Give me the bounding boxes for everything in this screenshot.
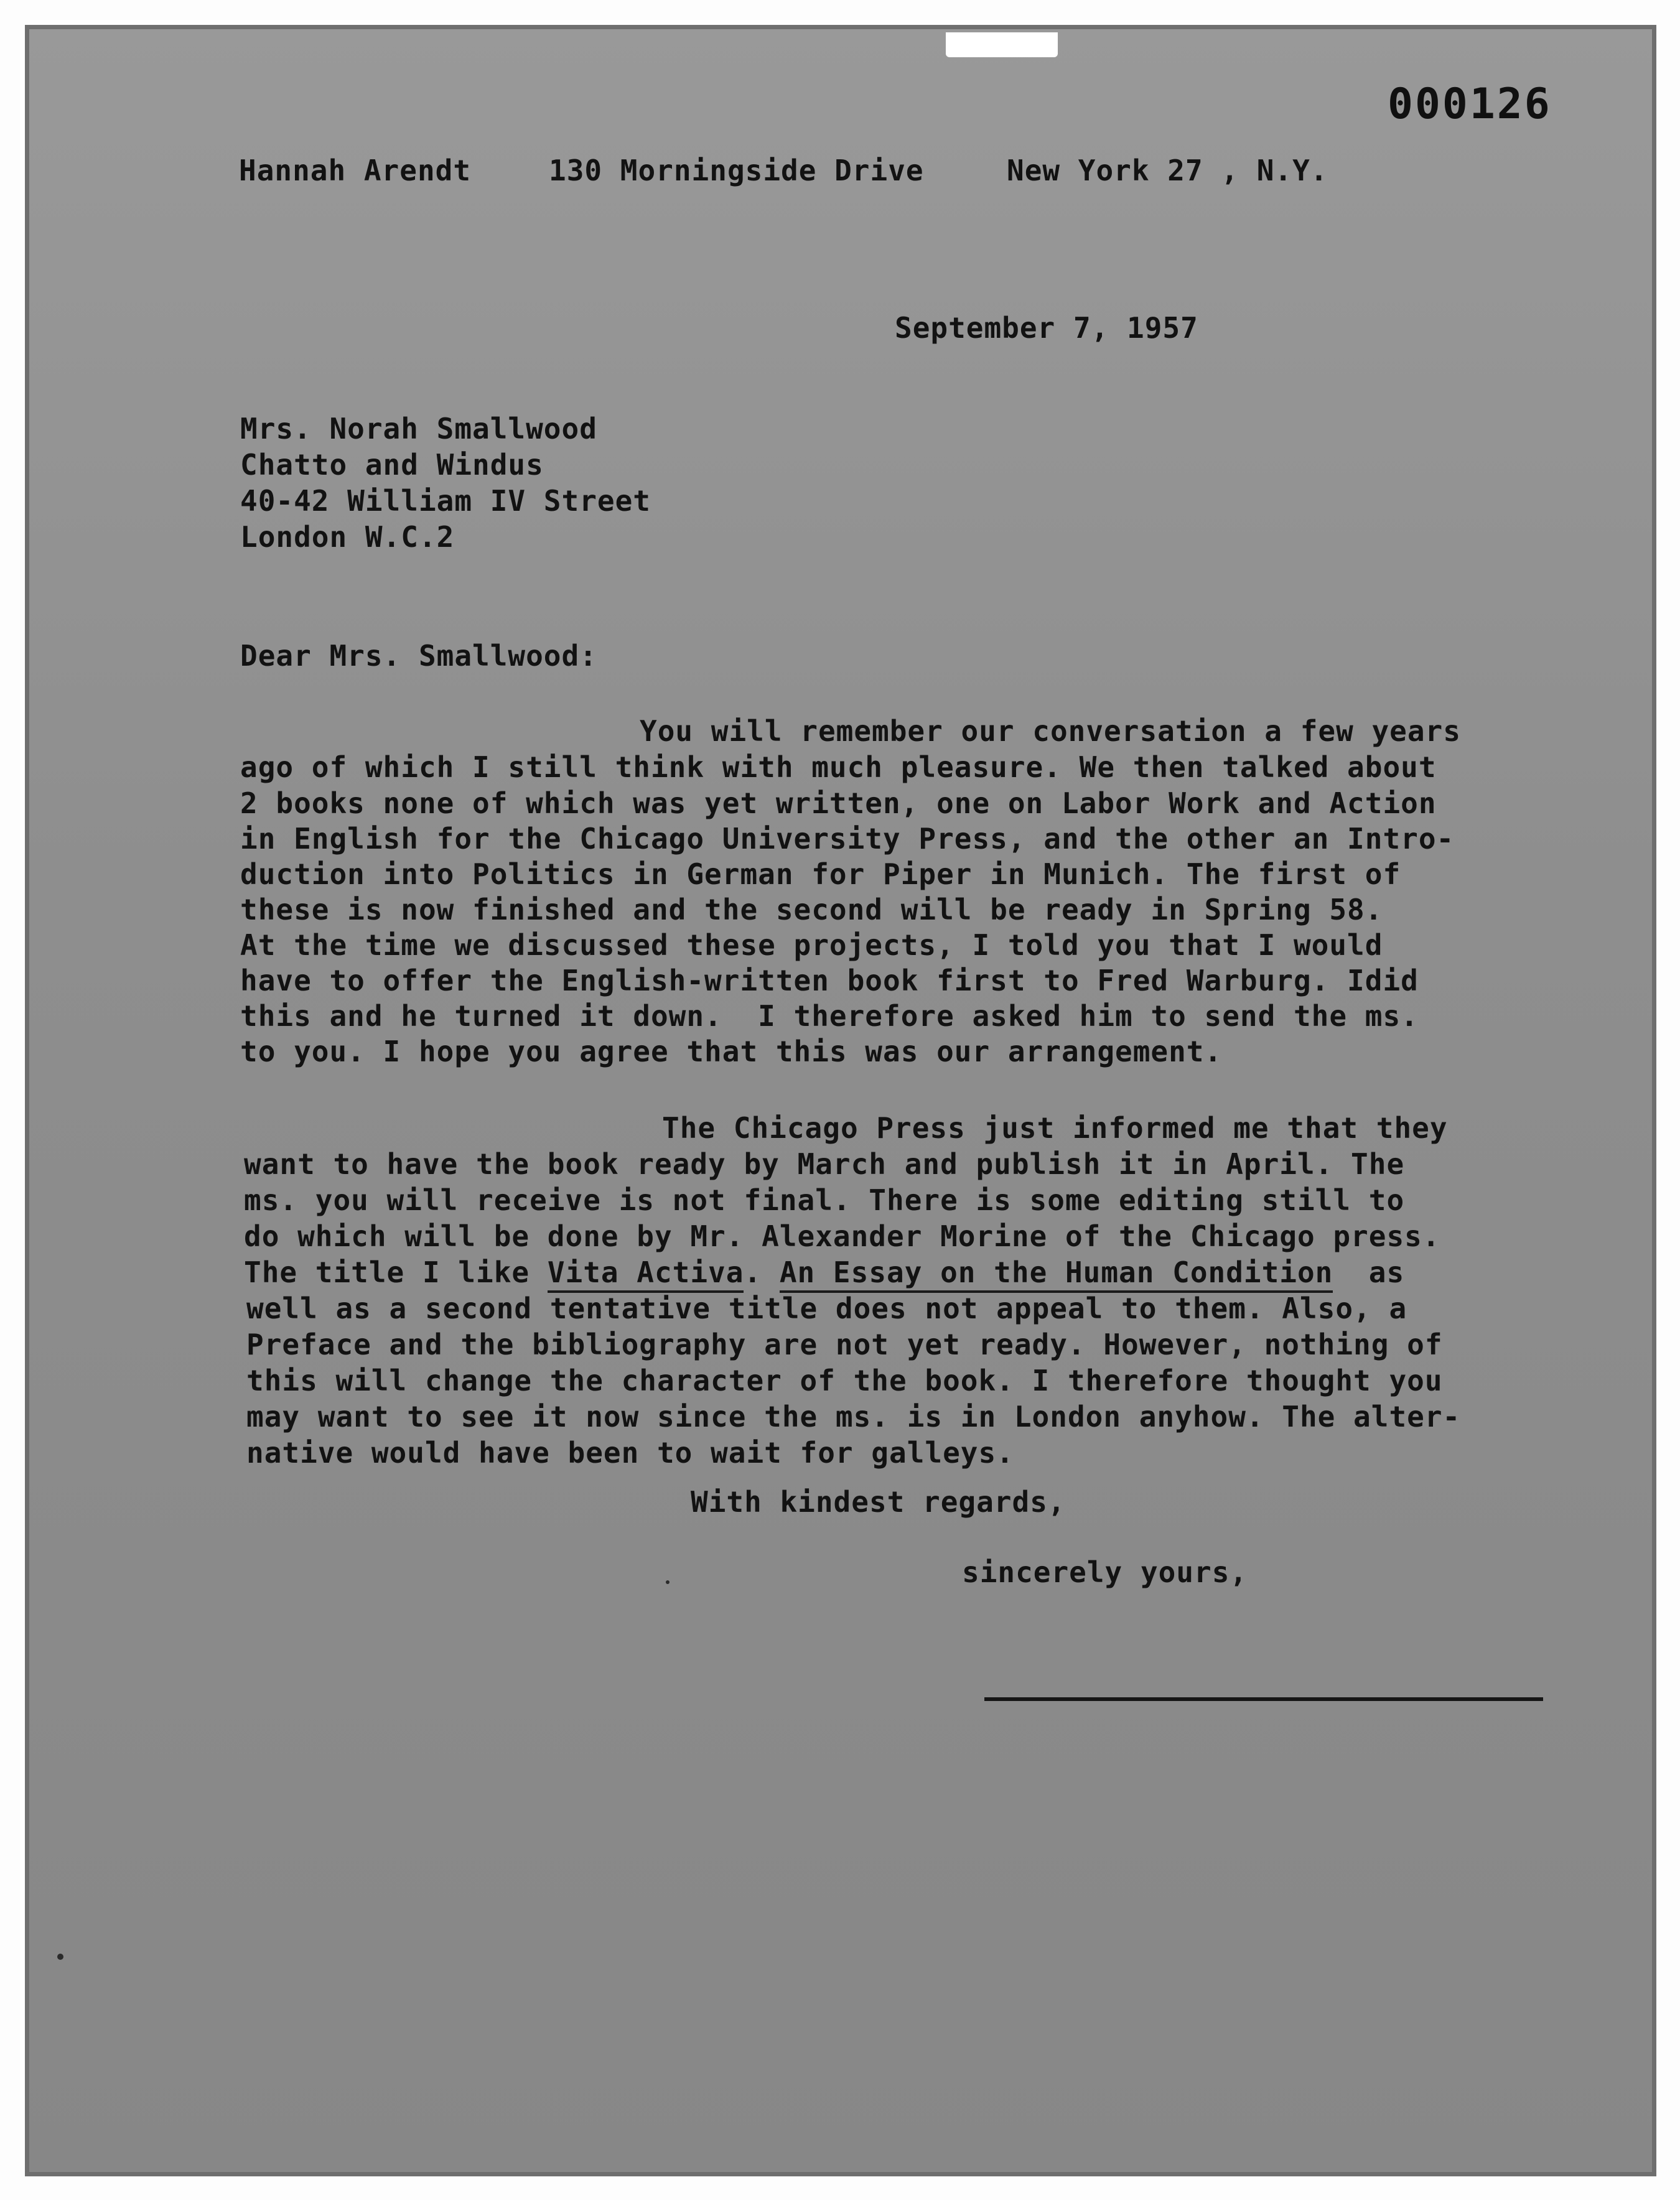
signature-line bbox=[984, 1697, 1543, 1701]
title-line-pre: The title I like bbox=[244, 1256, 548, 1289]
letterhead-city: New York 27 , N.Y. bbox=[1007, 154, 1328, 187]
title-underlined: Vita Activa bbox=[548, 1256, 744, 1293]
letterhead-name: Hannah Arendt bbox=[239, 154, 472, 187]
letterhead-street: 130 Morningside Drive bbox=[549, 154, 924, 187]
recipient-line: Chatto and Windus bbox=[240, 448, 544, 482]
body-line: native would have been to wait for galleys. bbox=[246, 1436, 1014, 1470]
document-number: 000126 bbox=[1388, 80, 1552, 129]
letter-page bbox=[25, 25, 1656, 2176]
body-line: ago of which I still think with much pleasure. We then talked about bbox=[240, 750, 1437, 784]
body-line: duction into Politics in German for Piper in Munich. The first of bbox=[240, 857, 1401, 891]
title-line bbox=[244, 1254, 1404, 1290]
page-tear bbox=[946, 32, 1058, 57]
body-line: do which will be done by Mr. Alexander Morine of the Chicago press. bbox=[244, 1219, 1440, 1253]
scan-speck bbox=[666, 1580, 670, 1584]
body-line: this will change the character of the book. I therefore thought you bbox=[246, 1364, 1443, 1397]
body-line: well as a second tentative title does not appeal to them. Also, a bbox=[246, 1292, 1407, 1325]
scan-speck bbox=[57, 1954, 63, 1960]
recipient-line: Mrs. Norah Smallwood bbox=[240, 412, 597, 445]
body-line: 2 books none of which was yet written, one on Labor Work and Action bbox=[240, 786, 1437, 820]
closing: With kindest regards, bbox=[691, 1485, 1066, 1519]
recipient-line: 40-42 William IV Street bbox=[240, 484, 651, 518]
body-line: to you. I hope you agree that this was our arrangement. bbox=[240, 1035, 1223, 1068]
body-line: this and he turned it down. I therefore asked him to send the ms. bbox=[240, 999, 1419, 1033]
body-line: in English for the Chicago University Press, and the other an Intro- bbox=[240, 822, 1455, 855]
body-line: The Chicago Press just informed me that they bbox=[662, 1111, 1448, 1145]
body-line: these is now finished and the second will be ready in Spring 58. bbox=[240, 893, 1383, 926]
salutation: Dear Mrs. Smallwood: bbox=[240, 639, 597, 673]
body-line: Preface and the bibliography are not yet ready. However, nothing of bbox=[246, 1328, 1443, 1361]
recipient-line: London W.C.2 bbox=[240, 520, 455, 554]
body-line: You will remember our conversation a few years bbox=[640, 714, 1461, 748]
subtitle-underlined: An Essay on the Human Condition bbox=[780, 1256, 1333, 1293]
title-line-mid: . bbox=[744, 1256, 780, 1289]
title-line-post: as bbox=[1333, 1256, 1405, 1289]
body-line: want to have the book ready by March and publish it in April. The bbox=[244, 1147, 1405, 1181]
body-line: ms. you will receive is not final. There is some editing still to bbox=[244, 1183, 1405, 1217]
body-line: At the time we discussed these projects, I told you that I would bbox=[240, 928, 1383, 962]
body-line: may want to see it now since the ms. is in London anyhow. The alter- bbox=[246, 1400, 1461, 1433]
signoff: sincerely yours, bbox=[962, 1555, 1248, 1589]
letter-date: September 7, 1957 bbox=[895, 311, 1198, 345]
body-line: have to offer the English-written book first to Fred Warburg. Idid bbox=[240, 964, 1419, 997]
